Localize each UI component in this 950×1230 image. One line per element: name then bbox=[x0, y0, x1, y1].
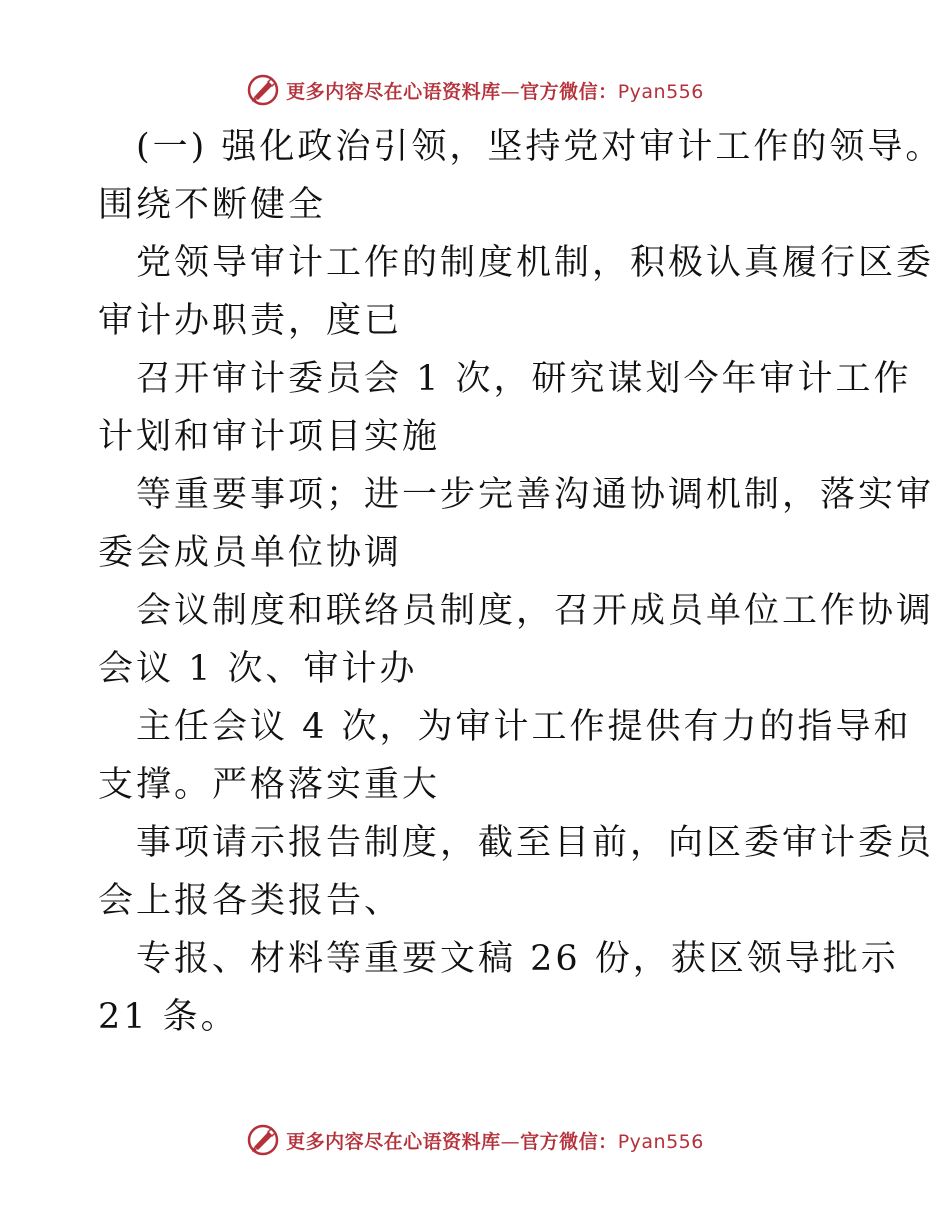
text-line: 主任会议 4 次，为审计工作提供有力的指导和 bbox=[136, 707, 912, 747]
text-line: 支撑。严格落实重大 bbox=[98, 765, 441, 805]
text-line: 等重要事项；进一步完善沟通协调机制，落实审 bbox=[136, 475, 935, 515]
text-line: 会上报各类报告、 bbox=[98, 881, 403, 921]
watermark-separator: — bbox=[500, 80, 521, 103]
pen-logo-icon bbox=[246, 1123, 280, 1157]
watermark-wechat-label: 官方微信： bbox=[520, 1130, 618, 1153]
text-line: (一) 强化政治引领，坚持党对审计工作的领导。 bbox=[136, 127, 944, 167]
watermark-wechat-id: Pyan556 bbox=[617, 80, 704, 103]
text-line: 专报、材料等重要文稿 26 份，获区领导批示 bbox=[136, 939, 899, 979]
watermark-text bbox=[286, 77, 704, 104]
watermark-footer bbox=[0, 1120, 950, 1160]
watermark-inner bbox=[246, 73, 704, 107]
watermark-main: 更多内容尽在心语资料库 bbox=[286, 80, 501, 103]
text-line: 审计办职责，度已 bbox=[98, 301, 403, 341]
watermark-text bbox=[286, 1127, 704, 1154]
watermark-inner bbox=[246, 1123, 704, 1157]
watermark-wechat-label: 官方微信： bbox=[520, 80, 618, 103]
text-line: 党领导审计工作的制度机制，积极认真履行区委 bbox=[136, 243, 935, 283]
watermark-separator: — bbox=[500, 1130, 521, 1153]
text-line: 会议制度和联络员制度，召开成员单位工作协调 bbox=[136, 591, 935, 631]
watermark-wechat-id: Pyan556 bbox=[617, 1130, 704, 1153]
text-line: 会议 1 次、审计办 bbox=[98, 649, 418, 689]
text-line: 21 条。 bbox=[98, 997, 239, 1037]
watermark-main: 更多内容尽在心语资料库 bbox=[286, 1130, 501, 1153]
watermark-header bbox=[0, 70, 950, 110]
text-line: 事项请示报告制度，截至目前，向区委审计委员 bbox=[136, 823, 935, 863]
text-line: 计划和审计项目实施 bbox=[98, 417, 441, 457]
text-line: 召开审计委员会 1 次，研究谋划今年审计工作 bbox=[136, 359, 912, 399]
document-body bbox=[98, 118, 944, 1046]
pen-logo-icon bbox=[246, 73, 280, 107]
text-line: 委会成员单位协调 bbox=[98, 533, 403, 573]
text-line: 围绕不断健全 bbox=[98, 185, 327, 225]
